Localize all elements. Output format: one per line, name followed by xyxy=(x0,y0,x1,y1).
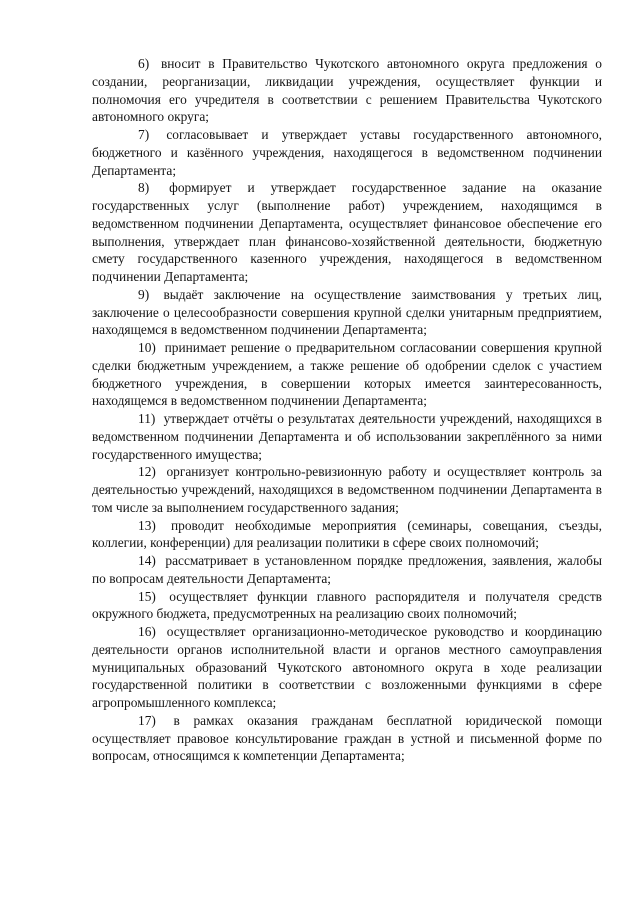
item-number: 9) xyxy=(138,286,150,302)
document-body xyxy=(92,55,602,765)
list-item-11 xyxy=(92,410,602,463)
list-item-14 xyxy=(92,552,602,588)
list-item-12 xyxy=(92,463,602,516)
item-text: вносит в Правительство Чукотского автономного округа предложения о создании, реорганизации, ликвидации учреждения, осуществляет функции и полномочия его учредителя в соответствии с решением Правительства Чукотского автономного округа; xyxy=(92,56,602,125)
item-text: рассматривает в установленном порядке предложения, заявления, жалобы по вопросам деятельности Департамента; xyxy=(92,553,602,586)
item-number: 16) xyxy=(138,624,156,639)
list-item-6 xyxy=(92,55,602,126)
item-number: 12) xyxy=(138,464,156,480)
list-item-13 xyxy=(92,517,602,553)
item-text: осуществляет организационно-методическое руководство и координацию деятельности органов исполнительной власти и органов местного самоуправления муниципальных образований Чукотского автономного округа в ходе реализации государственной политики в соответствии с возложенными функциями в сфере агропромышленного комплекса; xyxy=(92,624,602,710)
item-text: организует контрольно-ревизионную работу и осуществляет контроль за деятельностью учреждений, находящихся в ведомственном подчинении Департамента в том числе за выполнением государственного задания; xyxy=(92,464,602,515)
list-item-10 xyxy=(92,339,602,410)
item-text: формирует и утверждает государственное задание на оказание государственных услуг (выполнение работ) учреждением, находящимся в ведомственном подчинении Департамента, осуществляет финансовое обеспечение его выполнения, утверждает план финансово-хозяйственной деятельности, бюджетную смету государственного казенного учреждения, находящегося в ведомственном подчинении Департамента; xyxy=(92,180,602,284)
item-number: 8) xyxy=(138,180,150,196)
item-text: проводит необходимые мероприятия (семинары, совещания, съезды, коллегии, конференции) для реализации политики в сфере своих полномочий; xyxy=(92,517,602,551)
item-text: утверждает отчёты о результатах деятельности учреждений, находящихся в ведомственном подчинении Департамента и об использовании закреплённого за ними государственного имущества; xyxy=(92,411,602,462)
list-item-16 xyxy=(92,623,602,712)
item-number: 11) xyxy=(138,411,156,426)
list-item-7 xyxy=(92,126,602,179)
list-item-8 xyxy=(92,179,602,286)
item-number: 17) xyxy=(138,712,156,728)
item-text: в рамках оказания гражданам бесплатной юридической помощи осуществляет правовое консультирование граждан в устной и письменной форме по вопросам, относящимся к компетенции Департамента; xyxy=(92,712,602,764)
item-number: 13) xyxy=(138,517,156,533)
item-number: 6) xyxy=(138,56,150,71)
item-text: осуществляет функции главного распорядителя и получателя средств окружного бюджета, предусмотренных на реализацию своих полномочий; xyxy=(92,588,602,622)
item-number: 15) xyxy=(138,588,156,604)
item-number: 7) xyxy=(138,127,150,142)
list-item-15 xyxy=(92,588,602,624)
list-item-17 xyxy=(92,712,602,765)
item-text: принимает решение о предварительном согласовании совершения крупной сделки бюджетным учреждением, а также решение об одобрении сделок с участием бюджетного учреждения, в совершении которых имеется заинтересованность, находящемся в ведомственном подчинении Департамента; xyxy=(92,340,602,409)
item-text: выдаёт заключение на осуществление заимствования у третьих лиц, заключение о целесообразности совершения крупной сделки унитарным предприятием, находящемся в ведомственном подчинении Департамента; xyxy=(92,286,602,338)
item-number: 14) xyxy=(138,553,156,568)
list-item-9 xyxy=(92,286,602,339)
item-number: 10) xyxy=(138,340,156,355)
item-text: согласовывает и утверждает уставы государственного автономного, бюджетного и казённого учреждения, находящегося в ведомственном подчинении Департамента; xyxy=(92,127,602,178)
